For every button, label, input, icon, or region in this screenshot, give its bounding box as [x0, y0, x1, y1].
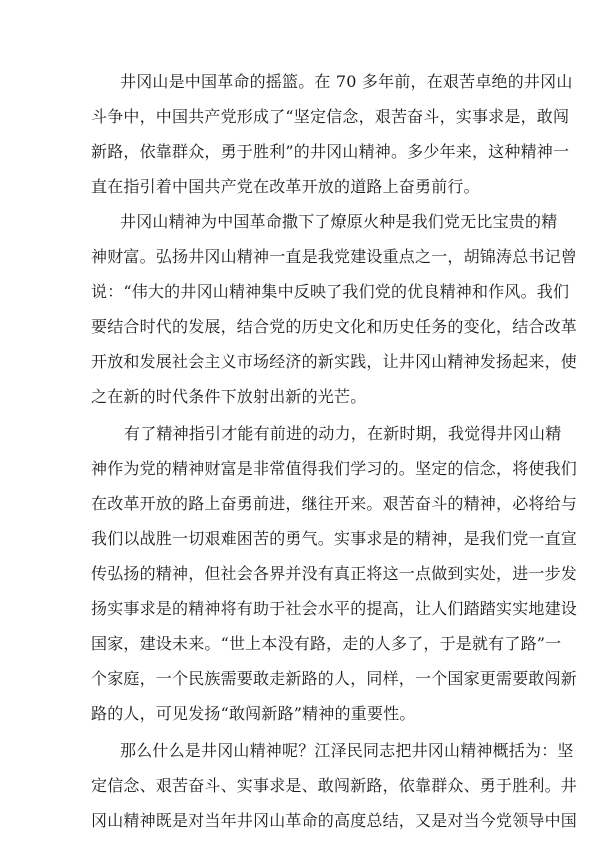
paragraph-3-line-5: 传弘扬的精神，但社会各界并没有真正将这一点做到实处，进一步发 [91, 564, 578, 583]
paragraph-3-line-7: 国家，建设未来。“世上本没有路，走的人多了，于是就有了路”一 [91, 634, 562, 653]
paragraph-3-line-6: 扬实事求是的精神将有助于社会水平的提高，让人们踏踏实实地建设 [91, 599, 578, 618]
paragraph-2-line-1: 井冈山精神为中国革命撒下了燎原火种是我们党无比宝贵的精 [120, 212, 558, 231]
paragraph-4-line-3: 冈山精神既是对当年井冈山革命的高度总结，又是对当今党领导中国 [91, 811, 578, 830]
paragraph-3-line-9: 路的人，可见发扬“敢闯新路”精神的重要性。 [91, 704, 416, 723]
paragraph-1-line-3: 新路，依靠群众，勇于胜利”的井冈山精神。多少年来，这种精神一 [91, 142, 570, 161]
paragraph-4-line-1: 那么什么是井冈山精神呢？江泽民同志把井冈山精神概括为：坚 [120, 741, 574, 760]
paragraph-2-line-3: 说：“伟大的井冈山精神集中反映了我们党的优良精神和作风。我们 [91, 282, 570, 301]
paragraph-1-line-4: 直在指引着中国共产党在改革开放的道路上奋勇前行。 [91, 177, 480, 196]
paragraph-2-line-4: 要结合时代的发展，结合党的历史文化和历史任务的变化，结合改革 [91, 317, 578, 336]
paragraph-3-line-8: 个家庭，一个民族需要敢走新路的人，同样，一个国家更需要敢闯新 [91, 669, 578, 688]
paragraph-3-line-1: 有了精神指引才能有前进的动力，在新时期，我觉得井冈山精 [124, 424, 562, 443]
paragraph-2-line-2: 神财富。弘扬井冈山精神一直是我党建设重点之一，胡锦涛总书记曾 [91, 247, 578, 266]
paragraph-2-line-5: 开放和发展社会主义市场经济的新实践，让井冈山精神发扬起来，使 [91, 352, 578, 371]
paragraph-4-line-2: 定信念、艰苦奋斗、实事求是、敢闯新路，依靠群众、勇于胜利。井 [91, 776, 578, 795]
paragraph-1-line-1: 井冈山是中国革命的摇篮。在 70 多年前，在艰苦卓绝的井冈山 [120, 72, 573, 91]
paragraph-2-line-6: 之在新的时代条件下放射出新的光芒。 [91, 387, 367, 406]
paragraph-3-line-4: 我们以战胜一切艰难困苦的勇气。实事求是的精神，是我们党一直宣 [91, 529, 578, 548]
paragraph-3-line-3: 在改革开放的路上奋勇前进，继往开来。艰苦奋斗的精神，必将给与 [91, 494, 578, 513]
paragraph-3-line-2: 神作为党的精神财富是非常值得我们学习的。坚定的信念，将使我们 [91, 459, 578, 478]
paragraph-1-line-2: 斗争中，中国共产党形成了“坚定信念，艰苦奋斗，实事求是，敢闯 [91, 107, 570, 126]
